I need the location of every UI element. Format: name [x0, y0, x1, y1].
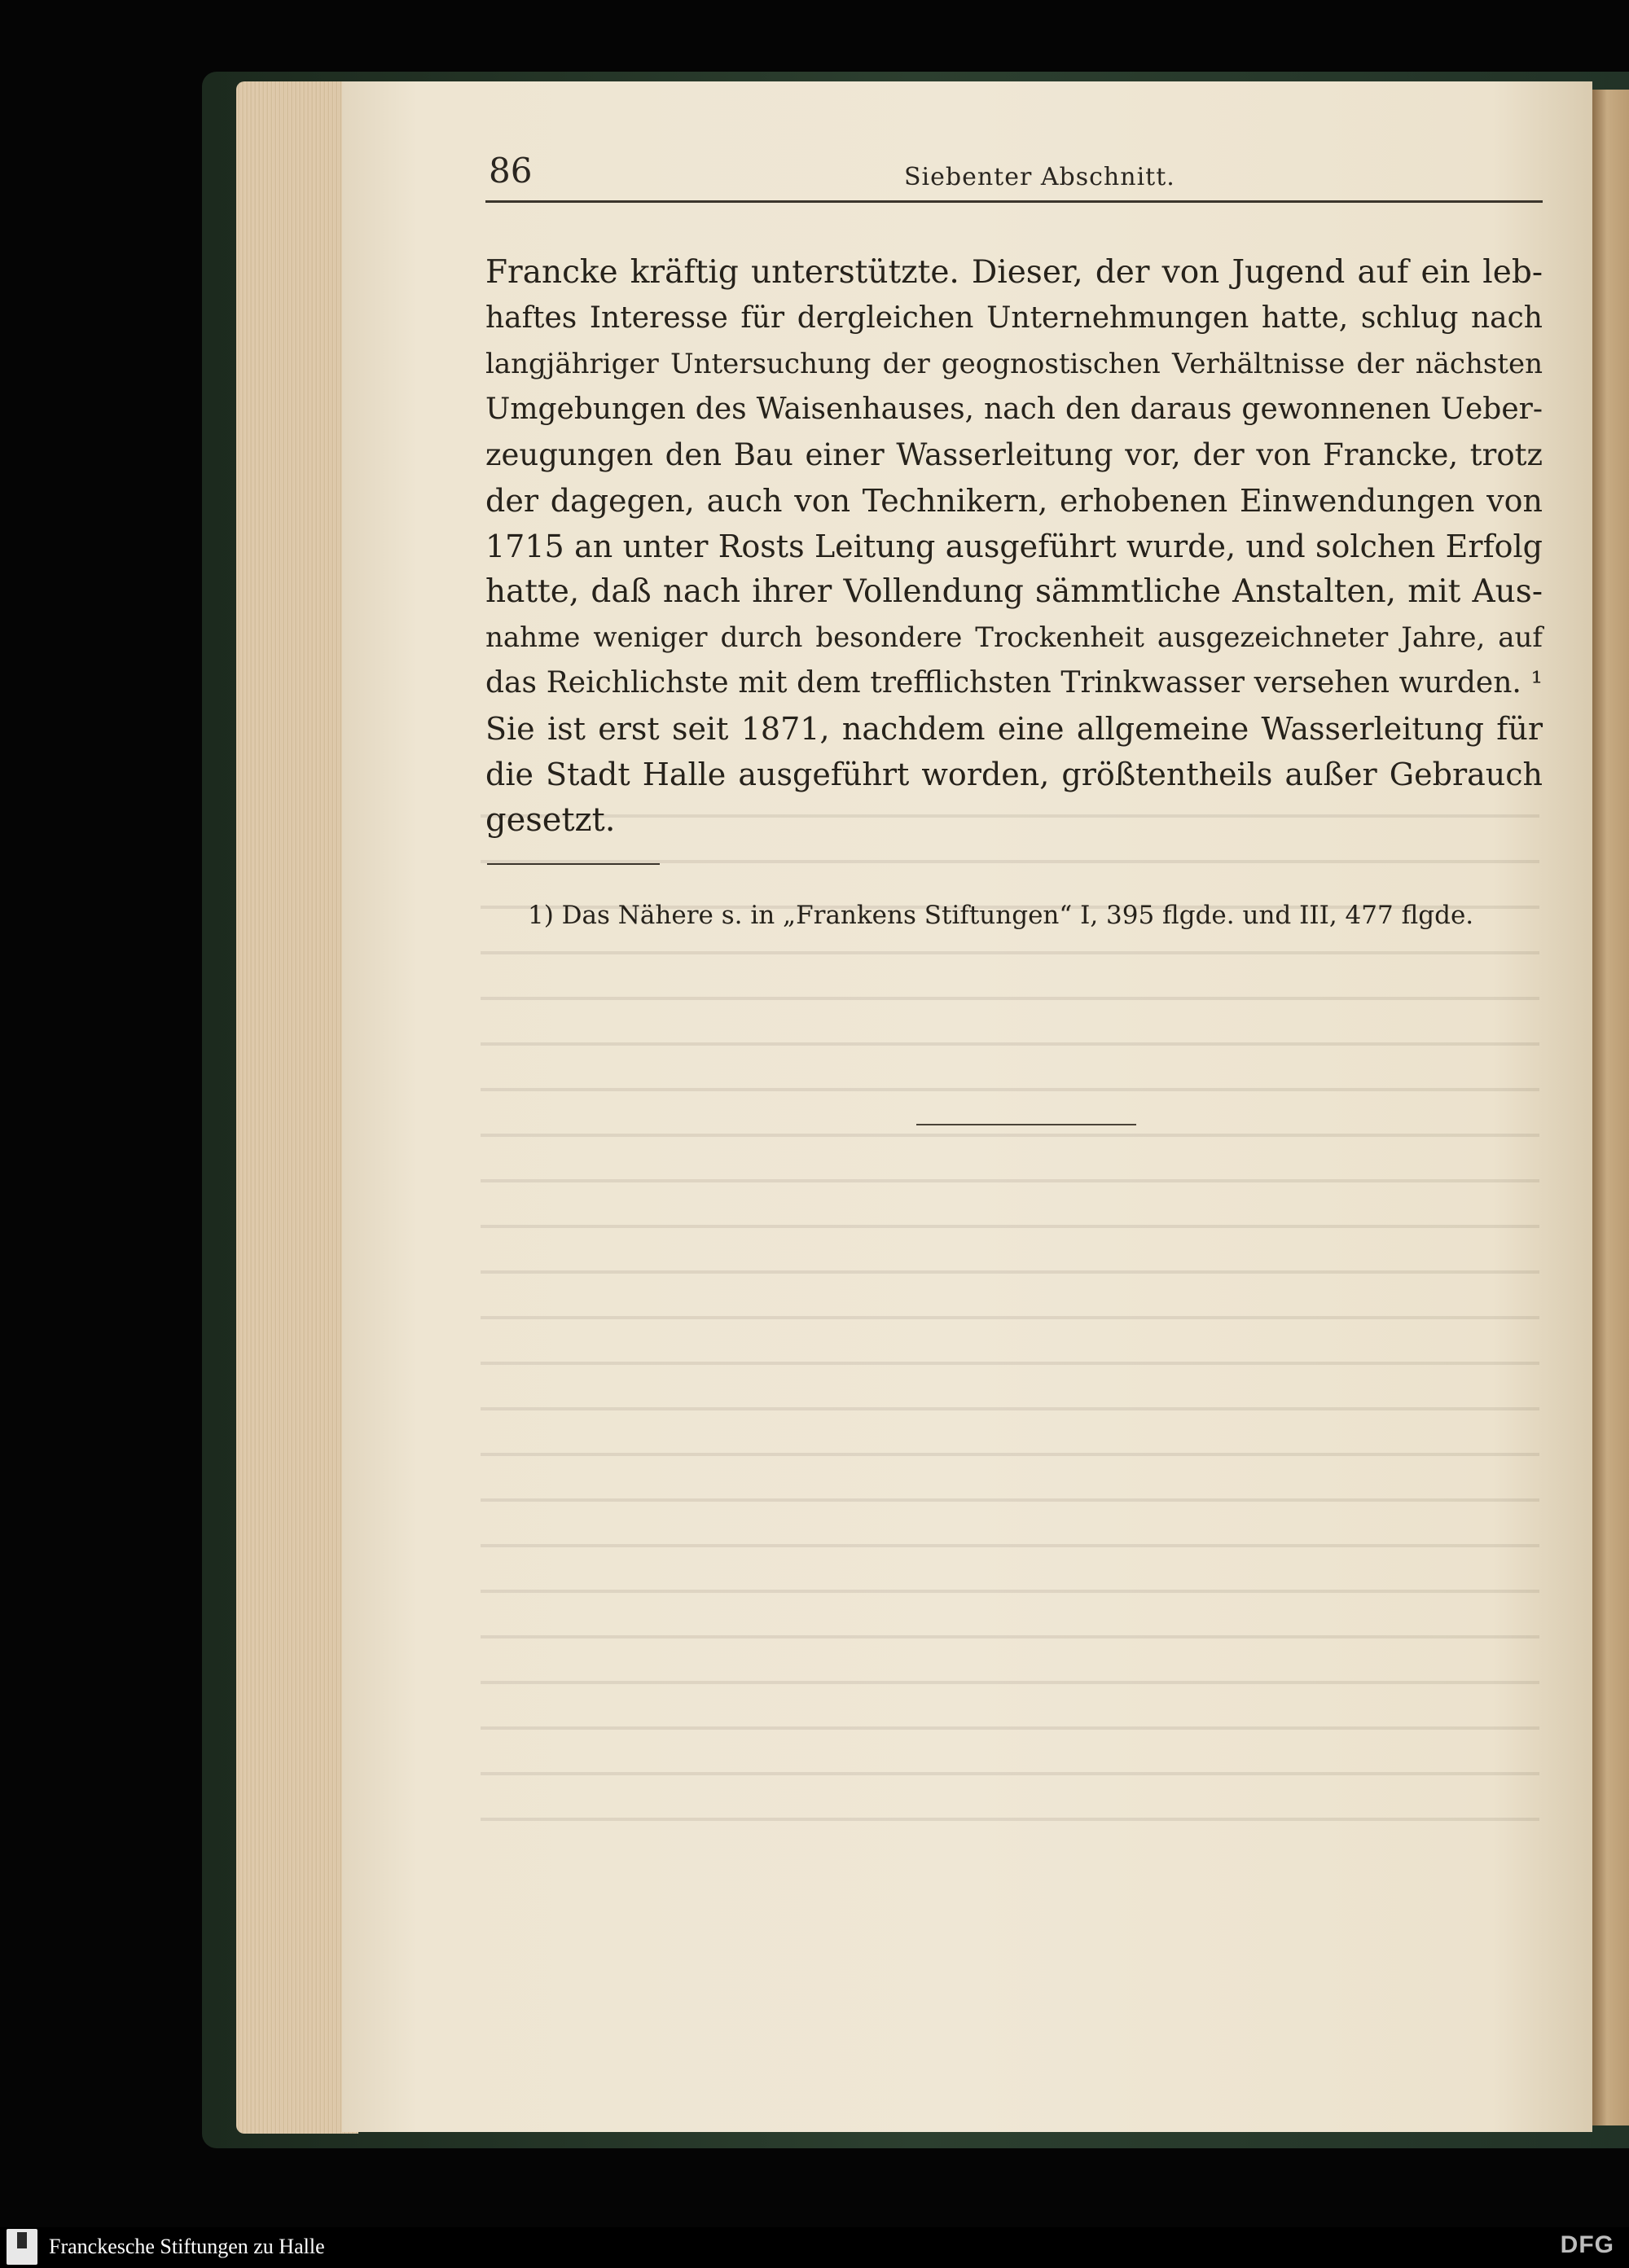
- body-text-line: hatte, daß nach ihrer Vollendung sämmtliche Anstalten, mit Aus-: [485, 573, 1543, 610]
- page-number: 86: [489, 151, 533, 191]
- body-text-line: 1715 an unter Rosts Leitung ausgeführt wurde, und solchen Erfolg: [485, 529, 1543, 564]
- footnote-rule: [487, 863, 660, 865]
- footnote: 1) Das Nähere s. in „Frankens Stiftungen“ I, 395 flgde. und III, 477 flgde.: [528, 901, 1474, 930]
- section-end-rule: [916, 1124, 1136, 1125]
- header-rule: [485, 200, 1543, 203]
- institution-name: Franckesche Stiftungen zu Halle: [49, 2235, 325, 2258]
- body-text-line: Sie ist erst seit 1871, nachdem eine allgemeine Wasserleitung für: [485, 711, 1543, 747]
- facing-page-edge: [1592, 90, 1629, 2125]
- body-text-line: zeugungen den Bau einer Wasserleitung vor, der von Francke, trotz: [485, 437, 1543, 472]
- body-text-line: Francke kräftig unterstützte. Dieser, der von Jugend auf ein leb-: [485, 254, 1543, 291]
- body-text-line: der dagegen, auch von Technikern, erhobenen Einwendungen von: [485, 483, 1543, 519]
- running-title: Siebenter Abschnitt.: [904, 163, 1175, 191]
- body-text-line: Umgebungen des Waisenhauses, nach den daraus gewonnenen Ueber-: [485, 393, 1543, 426]
- dfg-logo: DFG: [1560, 2231, 1614, 2258]
- body-text-line: gesetzt.: [485, 801, 616, 839]
- body-text-line: haftes Interesse für dergleichen Unternehmungen hatte, schlug nach: [485, 301, 1543, 335]
- body-text-line: das Reichlichste mit dem trefflichsten Trinkwasser versehen wurden. ¹: [485, 666, 1543, 700]
- show-through-text: [481, 814, 1539, 1881]
- body-text-line: langjähriger Untersuchung der geognostischen Verhältnisse der nächsten: [485, 348, 1543, 380]
- institution-logo-mark: [17, 2232, 27, 2248]
- page-edges: [236, 81, 358, 2134]
- body-text-line: nahme weniger durch besondere Trockenheit ausgezeichneter Jahre, auf: [485, 621, 1543, 654]
- body-text-line: die Stadt Halle ausgeführt worden, größtentheils außer Gebrauch: [485, 757, 1543, 792]
